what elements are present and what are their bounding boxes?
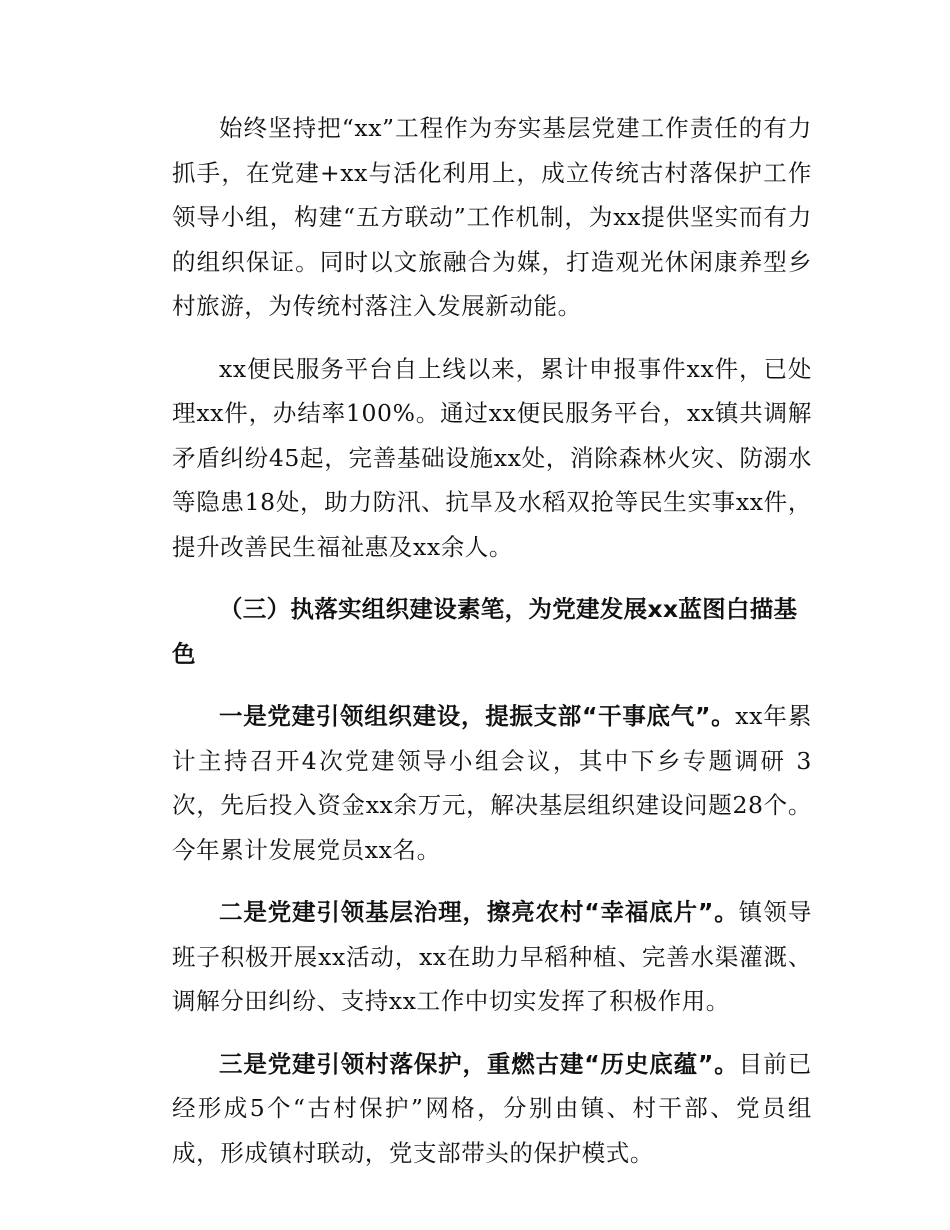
point-grassroots-governance <box>172 890 812 1024</box>
point-body: xx年累计主持召开4次党建领导小组会议，其中下乡专题调研 3次，先后投入资金xx余万元，解决基层组织建设问题28个。今年累计发展党员xx名。 <box>172 702 813 864</box>
point-village-protection <box>172 1042 812 1176</box>
section-heading: （三）执落实组织建设素笔，为党建发展xx蓝图白描基色 <box>172 595 798 668</box>
paragraph-service-platform: xx便民服务平台自上线以来，累计申报事件xx件，已处理xx件，办结率100%。通过xx便民服务平台，xx镇共调解矛盾纠纷45起，完善基础设施xx处，消除森林火灾、防溺水等隐患18处，助力防汛、抗旱及水稻双抢等民生实事xx件，提升改善民生福祉惠及xx余人。 <box>172 354 812 561</box>
point-body: 目前已经形成5个“古村保护”网格，分别由镇、村干部、党员组成，形成镇村联动，党支部带头的保护模式。 <box>172 1049 812 1167</box>
document-body <box>172 106 812 1193</box>
point-lead: 二是党建引领基层治理，擦亮农村“幸福底片”。 <box>219 898 739 926</box>
paragraph-project-work: 始终坚持把“xx”工程作为夯实基层党建工作责任的有力抓手，在党建+xx与活化利用上，成立传统古村落保护工作领导小组，构建“五方联动”工作机制，为xx提供坚实而有力的组织保证。同时以文旅融合为媒，打造观光休闲康养型乡村旅游，为传统村落注入发展新动能。 <box>172 114 812 320</box>
point-body: 镇领导班子积极开展xx活动，xx在助力早稻种植、完善水渠灌溉、调解分田纠纷、支持xx工作中切实发挥了积极作用。 <box>172 898 812 1015</box>
point-lead: 三是党建引领村落保护，重燃古建“历史底蕴”。 <box>219 1049 739 1078</box>
point-organization-building <box>172 694 812 872</box>
point-lead: 一是党建引领组织建设，提振支部“干事底气”。 <box>219 702 736 730</box>
